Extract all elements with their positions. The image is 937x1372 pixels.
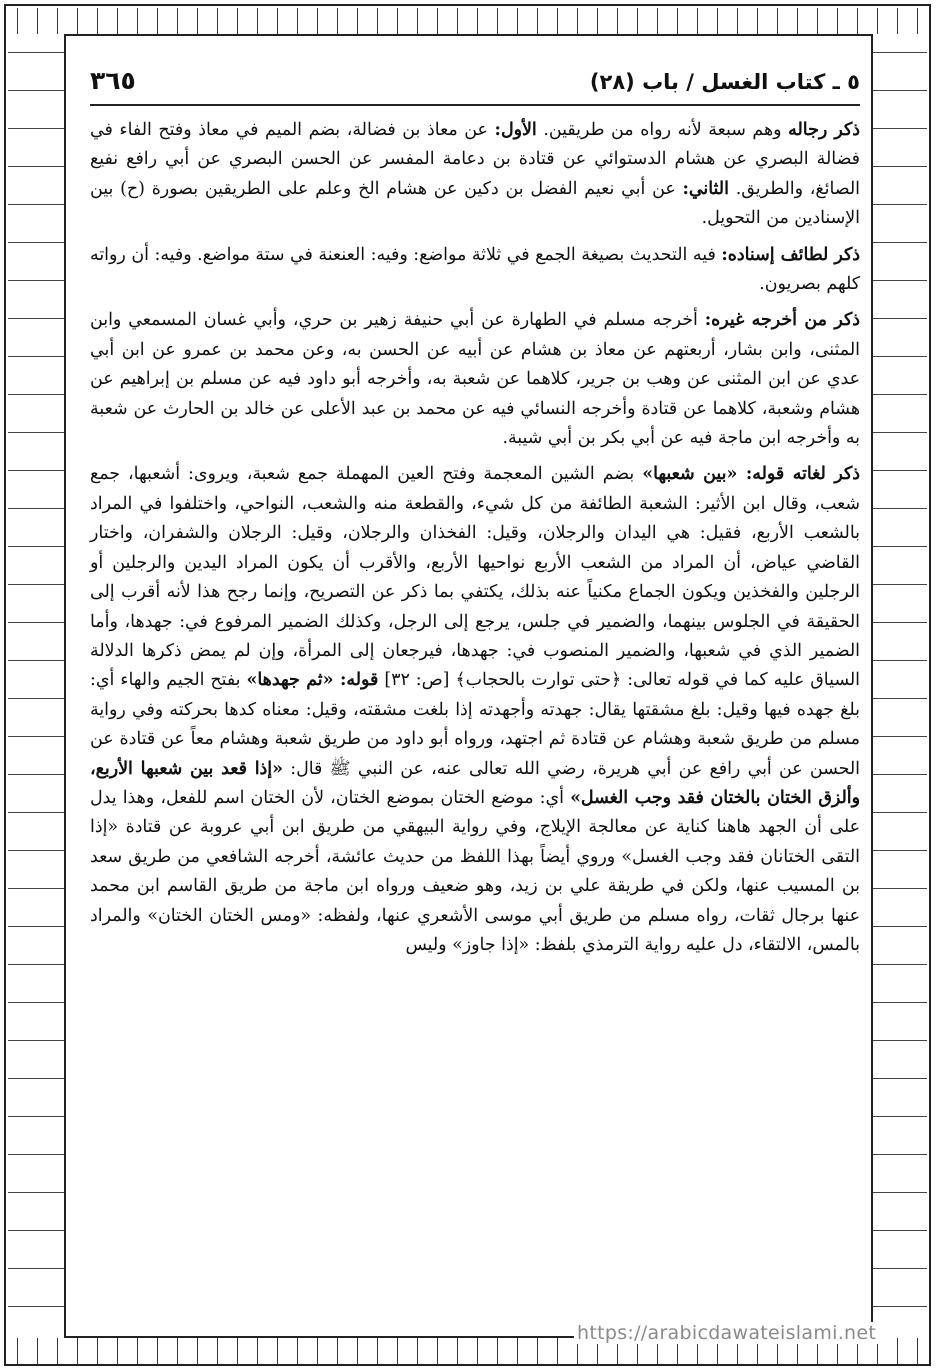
- paragraph: [90, 241, 860, 300]
- body-text: عن أبي نعيم الفضل بن دكين عن هشام الخ وعلم على الطريقين بصورة (ح) بين الإسنادين من التحويل.: [90, 178, 860, 229]
- body-text: بضم الشين المعجمة وفتح العين المهملة جمع شعبة، ويروى: أشعبها، جمع شعب، وقال ابن الأثير: الشعبة الطائفة من كل شيء، والقطعة منه والشعب، النواحي، واختلفوا في المراد بالشعب الأربع، فقيل: هي اليدان والرجلان، وقيل: الفخذان والرجلان، وقيل: الرجلان والشفران، واختار القاضي عياض، أن المراد من الشعب الأربع نواحيها الأربع، والأقرب أن يكون المراد اليدين والرجلين أو الرجلين والفخذين ويكون الجماع مكنياً عنه بذلك، يكتفي بما ذكر عن التصريح، وإنما رجح هذا لأنه أقرب إلى الحقيقة في الجلوس بينهما، والضمير في جلس، يرجع إلى الرجل، وكذلك الضمير المرفوع في: جهدها، وأما الضمير الذي في شعبها، والضمير المنصوب في: جهدها، فيرجعان إلى المرأة، وإن لم يمض ذكرها الدلالة السياق عليه كما في قوله تعالى: ﴿حتى توارت بالحجاب﴾ [ص: ٣٢]: [90, 464, 860, 691]
- bold-heading-text: ذكر من أخرجه غيره:: [704, 310, 861, 331]
- bold-heading-text: قوله: «ثم جهدها»: [246, 670, 379, 691]
- page-body-text: [90, 116, 860, 960]
- paragraph: [90, 460, 860, 960]
- ornamental-border-right: [873, 34, 927, 1338]
- body-text: أي: موضع الختان بموضع الختان، لأن الختان اسم للفعل، وهذا يدل على أن الجهد هاهنا كناية عن معالجة الإيلاج، وفي رواية البيهقي من طريق ابن أبي عروبة عن قتادة «إذا التقى الختانان فقد وجب الغسل» وروي أيضاً بهذا اللفظ من حديث عائشة، أخرجه الشافعي من طريق سعد بن المسيب عنها، ولكن في طريقة علي بن زيد، وهو ضعيف ورواه ابن ماجة من طريق القاسم ابن محمد عنها برجال ثقات، رواه مسلم من طريق أبي موسى الأشعري عنها، ولفظه: «ومس الختان الختان» والمراد بالمس، الالتقاء، دل عليه رواية الترمذي بلفظ: «إذا جاوز» وليس: [90, 787, 860, 955]
- bold-heading-text: «إذا قعد بين شعبها الأربع، وألزق الختان بالختان فقد وجب الغسل»: [90, 758, 860, 808]
- paragraph: [90, 306, 860, 453]
- bold-heading-text: ذكر لطائف إسناده:: [721, 244, 860, 265]
- body-text: وهم سبعة لأنه رواه من طريقين.: [536, 120, 789, 140]
- ornamental-border-top: [8, 8, 927, 34]
- body-text: بفتح الجيم والهاء أي: بلغ جهده فيها وقيل: بلغ مشقتها يقال: جهدته وأجهدته إذا بلغت مشقته، وقيل: معناه كدها بحركته وفي رواية مسلم من طريق شعبة وهشام عن قتادة ثم اجتهد، ورواه أبو داود من طريق شعبة وهشام معاً عن قتادة عن الحسن عن أبي رافع عن أبي هريرة، رضي الله تعالى عنه، عن النبي ﷺ قال:: [90, 670, 860, 779]
- bold-heading-text: الأول:: [494, 120, 537, 140]
- body-text: أخرجه مسلم في الطهارة عن أبي حنيفة زهير بن حري، وأبي غسان المسمعي وابن المثنى، وابن بشار، أربعتهم عن معاذ بن هشام عن أبيه عن الحسن به، وعن محمد بن عمرو عن ابن أبي عدي عن ابن المثنى عن وهب بن جرير، كلاهما عن شعبة به، وأخرجه أبو داود فيه عن مسلم بن إبراهيم عن هشام وشعبة، كلاهما عن قتادة وأخرجه النسائي فيه عن محمد بن عبد الأعلى عن خالد بن الحارث عن شعبة به وأخرجه ابن ماجة فيه عن أبي بكر بن أبي شيبة.: [90, 310, 860, 449]
- bold-heading-text: ذكر رجاله: [788, 120, 860, 140]
- body-text: عن معاذ بن فضالة، بضم الميم في معاذ وفتح الفاء في فضالة البصري عن هشام الدستوائي عن قتادة بن دعامة المفسر عن الحسن البصري عن أبي رافع نفيع الصائغ، والطريق.: [90, 120, 860, 199]
- site-watermark: https://arabicdawateislami.net: [574, 1322, 879, 1344]
- page-number: ٣٦٥: [90, 66, 136, 95]
- page-header: [90, 60, 860, 106]
- book-page: [90, 60, 860, 1330]
- running-title: ٥ ـ كتاب الغسل / باب (٢٨): [589, 70, 860, 94]
- bold-heading-text: الثاني:: [682, 178, 729, 199]
- paragraph: [90, 116, 860, 234]
- ornamental-border-left: [8, 34, 64, 1338]
- bold-heading-text: ذكر لغاته قوله: «بين شعبها»: [642, 464, 861, 485]
- body-text: فيه التحديث بصيغة الجمع في ثلاثة مواضع: وفيه: العنعنة في ستة مواضع. وفيه: أن رواته كلهم بصريون.: [90, 244, 860, 295]
